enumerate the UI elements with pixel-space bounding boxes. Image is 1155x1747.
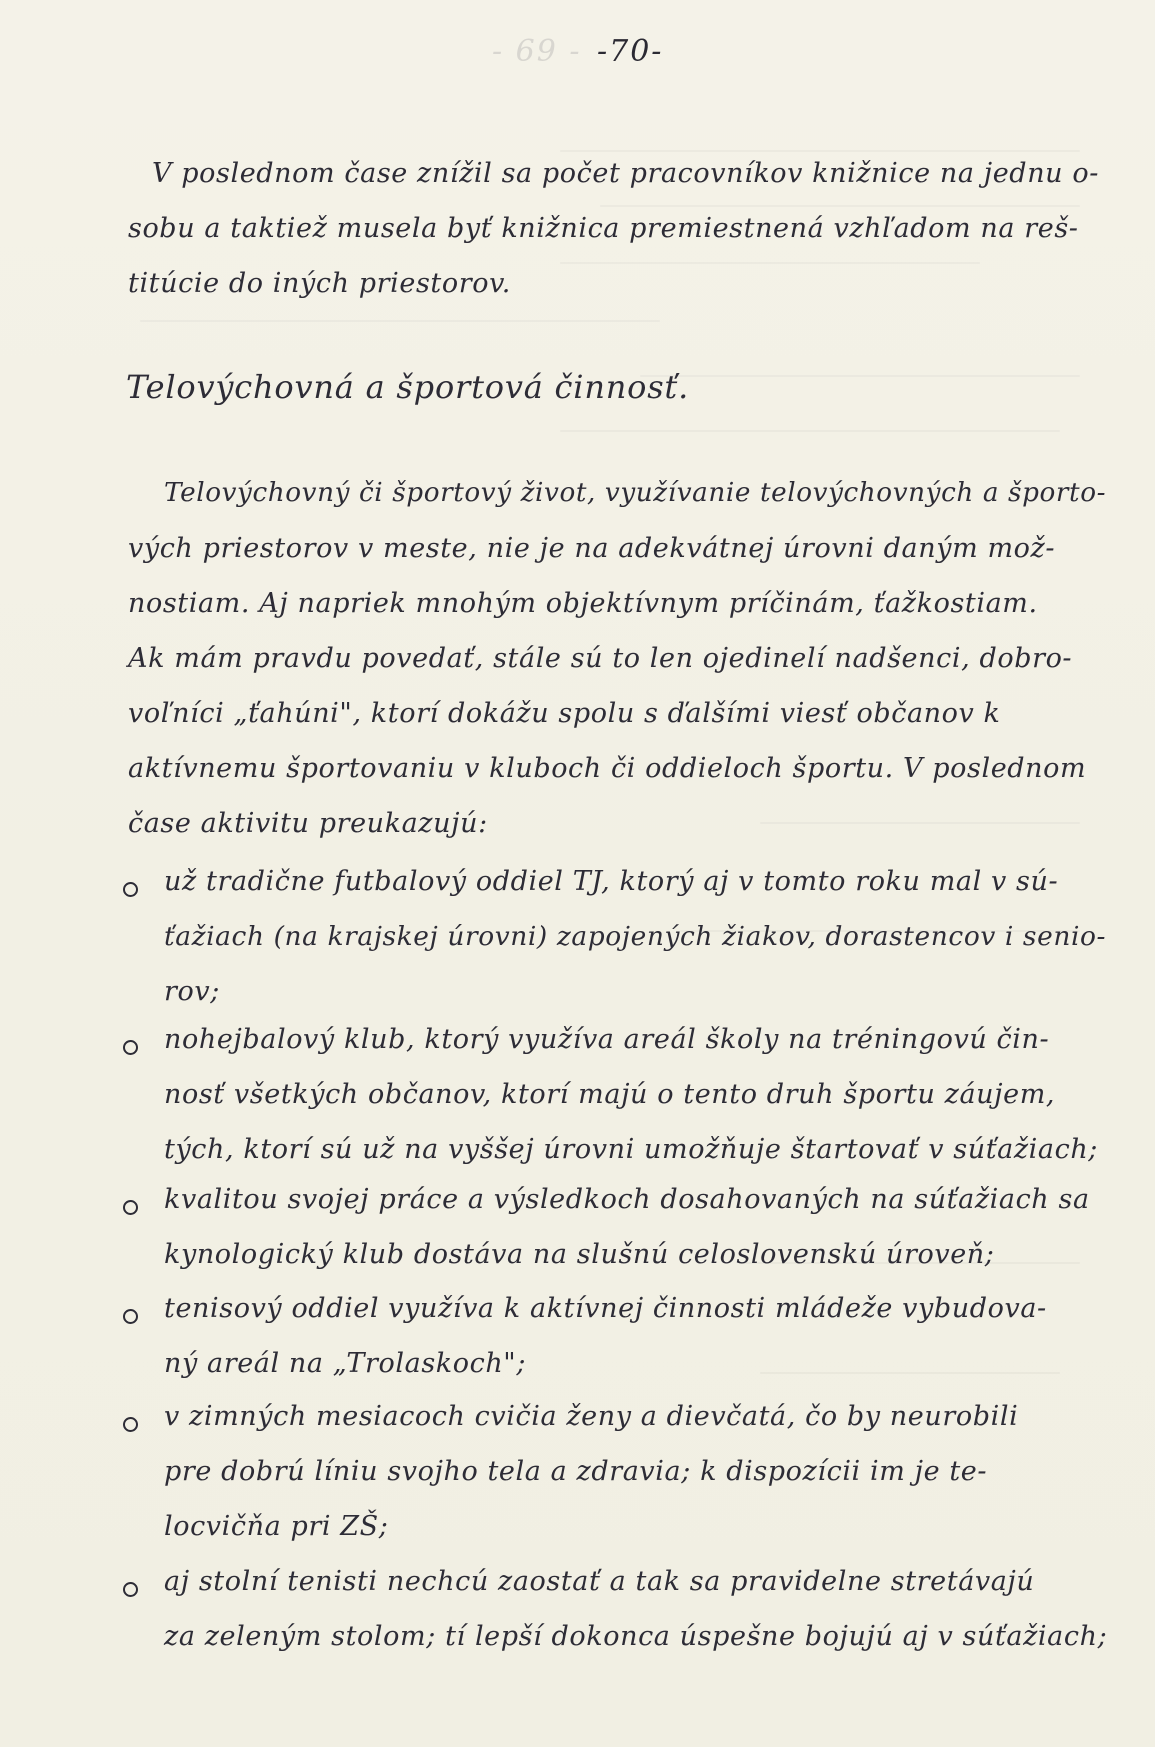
bullet-1-line: rov; bbox=[164, 976, 220, 1007]
current-page-number: -70- bbox=[597, 34, 664, 69]
section-heading: Telovýchovná a športová činnosť. bbox=[126, 368, 690, 406]
bullet-4-line: ný areál na „Trolaskoch"; bbox=[164, 1348, 527, 1379]
bullet-2-line: tých, ktorí sú už na vyššej úrovni umožňuje štartovať v súťažiach; bbox=[164, 1134, 1099, 1165]
bullet-marker bbox=[123, 1417, 138, 1432]
bullet-6-line: za zeleným stolom; tí lepší dokonca úspešne bojujú aj v súťažiach; bbox=[164, 1621, 1108, 1652]
bullet-marker bbox=[123, 1582, 138, 1597]
paragraph-2-line: Ak mám pravdu povedať, stále sú to len ojedinelí nadšenci, dobro- bbox=[128, 643, 1073, 674]
bullet-1-line: už tradične futbalový oddiel TJ, ktorý aj v tomto roku mal v sú- bbox=[164, 866, 1059, 897]
bullet-3-line: kvalitou svojej práce a výsledkoch dosahovaných na súťažiach sa bbox=[164, 1184, 1090, 1215]
bullet-5-line: locvičňa pri ZŠ; bbox=[164, 1511, 389, 1542]
old-page-number: - 69 - bbox=[492, 34, 582, 69]
paragraph-2-line: aktívnemu športovaniu v kluboch či oddieloch športu. V poslednom bbox=[128, 753, 1087, 784]
paragraph-2-line: vých priestorov v meste, nie je na adekvátnej úrovni daným mož- bbox=[128, 533, 1056, 564]
bullet-6-line: aj stolní tenisti nechcú zaostať a tak sa pravidelne stretávajú bbox=[164, 1566, 1035, 1597]
bullet-marker bbox=[123, 1200, 138, 1215]
bullet-2-line: nosť všetkých občanov, ktorí majú o tento druh športu záujem, bbox=[164, 1079, 1056, 1110]
paragraph-2-line: voľníci „ťahúni", ktorí dokážu spolu s ďalšími viesť občanov k bbox=[128, 698, 1001, 729]
bullet-5-line: v zimných mesiacoch cvičia ženy a dievčatá, čo by neurobili bbox=[164, 1401, 1019, 1432]
bullet-2-line: nohejbalový klub, ktorý využíva areál školy na tréningovú čin- bbox=[164, 1024, 1050, 1055]
bullet-5-line: pre dobrú líniu svojho tela a zdravia; k dispozícii im je te- bbox=[164, 1456, 988, 1487]
paragraph-1-line: titúcie do iných priestorov. bbox=[128, 268, 511, 299]
bullet-marker bbox=[123, 1309, 138, 1324]
bullet-3-line: kynologický klub dostáva na slušnú celoslovenskú úroveň; bbox=[164, 1239, 995, 1270]
paragraph-1-line: V poslednom čase znížil sa počet pracovníkov knižnice na jednu o- bbox=[152, 158, 1099, 189]
bullet-marker bbox=[123, 882, 138, 897]
bullet-marker bbox=[123, 1040, 138, 1055]
bullet-1-line: ťažiach (na krajskej úrovni) zapojených žiakov, dorastencov i senio- bbox=[164, 921, 1107, 952]
paragraph-2-line: čase aktivitu preukazujú: bbox=[128, 808, 488, 839]
paragraph-2-line: nostiam. Aj napriek mnohým objektívnym príčinám, ťažkostiam. bbox=[128, 588, 1038, 619]
paragraph-1-line: sobu a taktiež musela byť knižnica premiestnená vzhľadom na reš- bbox=[128, 213, 1079, 244]
paragraph-2-line: Telovýchovný či športový život, využívanie telovýchovných a športo- bbox=[164, 478, 1107, 508]
bullet-4-line: tenisový oddiel využíva k aktívnej činnosti mládeže vybudova- bbox=[164, 1293, 1047, 1324]
